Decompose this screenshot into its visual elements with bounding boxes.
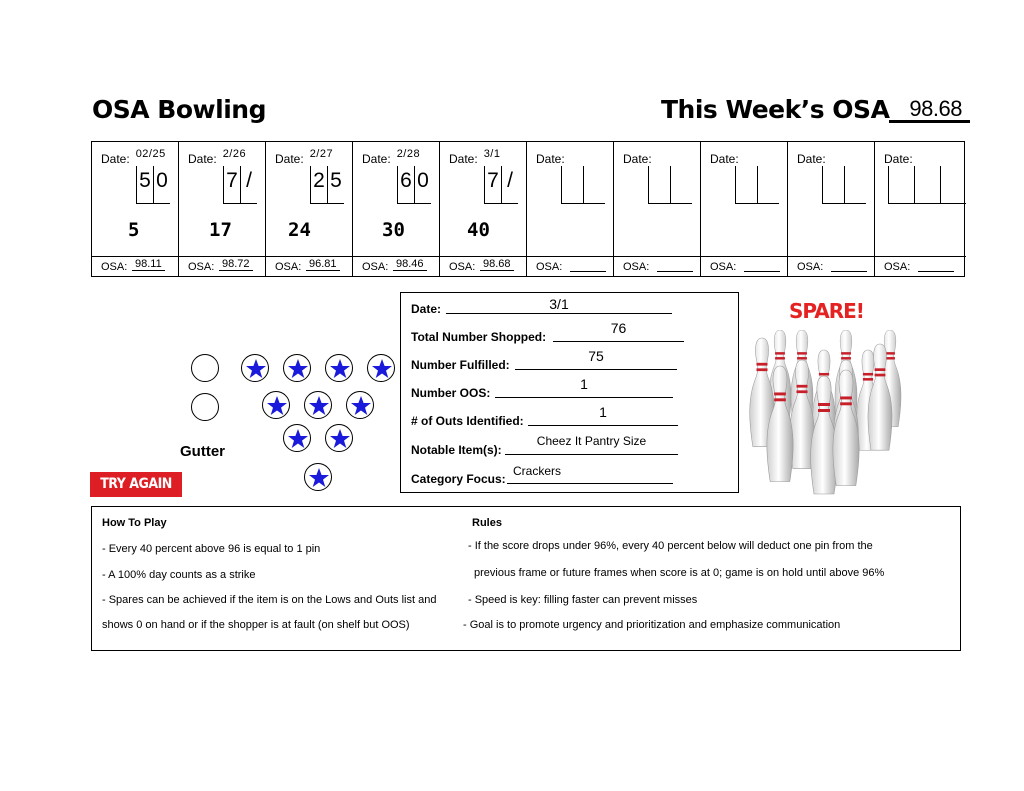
frame-osa-value: 96.81: [306, 259, 340, 271]
ball-score-box: [822, 166, 844, 204]
frame-date-label: Date:: [275, 152, 304, 166]
spare-label: SPARE!: [789, 299, 864, 323]
frame-osa-label: OSA:: [884, 261, 911, 273]
bowling-pins-image: [740, 330, 912, 496]
daily-info-box: [400, 292, 739, 493]
frame-date: [101, 148, 166, 166]
frame-date: [449, 148, 500, 166]
frame-osa-blank: [918, 271, 954, 272]
knocked-pin-star-icon: [283, 354, 311, 382]
frame-8: [701, 142, 788, 276]
gutter-label: Gutter: [180, 443, 225, 460]
knocked-pin-star-icon: [241, 354, 269, 382]
how-to-play-line: shows 0 on hand or if the shopper is at fault (on shelf but OOS): [102, 619, 410, 631]
frame-date: [536, 148, 571, 166]
frame-osa-label: OSA:: [188, 261, 215, 273]
frame-date: [797, 148, 832, 166]
frame-9: [788, 142, 875, 276]
info-shopped-value: 76: [610, 320, 627, 336]
frame-date-value: 02/25: [135, 148, 166, 160]
page-title: OSA Bowling: [92, 95, 266, 124]
bowling-pin: [811, 376, 838, 494]
week-osa: [661, 95, 970, 124]
frame-osa-value: 98.68: [480, 259, 514, 271]
ball-boxes: [310, 166, 344, 204]
frame-osa-label: OSA:: [623, 261, 650, 273]
frame-osa-label: OSA:: [275, 261, 302, 273]
frame-osa-label: OSA:: [536, 261, 563, 273]
frame-date-value: 2/28: [396, 148, 421, 160]
info-date-value: 3/1: [549, 296, 569, 312]
frame-date: [623, 148, 658, 166]
frame-date: [710, 148, 745, 166]
score-sheet: [91, 141, 965, 277]
frame-osa-blank: [657, 271, 693, 272]
frame-osa-label: OSA:: [101, 261, 128, 273]
knocked-pin-star-icon: [325, 424, 353, 452]
info-oos-line: [495, 397, 673, 398]
ball-score-box: [648, 166, 670, 204]
frame-date-label: Date:: [188, 152, 217, 166]
frame-osa: [701, 256, 787, 277]
frame-4: [353, 142, 440, 276]
how-to-play-title: How To Play: [102, 517, 167, 529]
ball-score-box: 7: [223, 166, 240, 204]
ball-score-box: 0: [414, 166, 431, 204]
ball-score-box: [914, 166, 940, 204]
rules-line: - Speed is key: filling faster can prevent misses: [468, 594, 698, 606]
frame-date-label: Date:: [884, 152, 913, 166]
frame-total: 5: [128, 219, 140, 241]
info-shopped-line: [553, 341, 684, 342]
frame-10: [875, 142, 966, 276]
frame-osa-label: OSA:: [710, 261, 737, 273]
frame-date: [275, 148, 333, 166]
ball-score-box: [940, 166, 966, 204]
frame-date-label: Date:: [710, 152, 739, 166]
frame-osa-value: 98.72: [219, 259, 253, 271]
frame-osa-label: OSA:: [797, 261, 824, 273]
info-notable-value: Cheez It Pantry Size: [536, 434, 647, 448]
rules-line: - If the score drops under 96%, every 40 percent below will deduct one pin from the: [468, 540, 873, 552]
info-outs-label: # of Outs Identified:: [411, 414, 524, 428]
frame-osa-blank: [831, 271, 867, 272]
ball-score-box: [757, 166, 779, 204]
frame-date-label: Date:: [536, 152, 565, 166]
frame-3: [266, 142, 353, 276]
ball-boxes: [397, 166, 431, 204]
how-to-play-line: - Spares can be achieved if the item is on the Lows and Outs list and: [102, 594, 437, 606]
frame-osa: [440, 256, 526, 277]
frame-osa: [179, 256, 265, 277]
frame-osa: [266, 256, 352, 277]
frame-date-label: Date:: [449, 152, 478, 166]
frame-date-value: 2/26: [222, 148, 247, 160]
ball-score-box: [583, 166, 605, 204]
knocked-pin-star-icon: [367, 354, 395, 382]
ball-score-box: [844, 166, 866, 204]
ball-score-box: /: [501, 166, 518, 204]
info-fulfilled-line: [515, 369, 677, 370]
info-category-value: Crackers: [512, 464, 561, 478]
ball-boxes: [136, 166, 170, 204]
frame-6: [527, 142, 614, 276]
ball-boxes: [822, 166, 866, 204]
how-to-play-line: - Every 40 percent above 96 is equal to 1 pin: [102, 543, 321, 555]
gutter-ball-circle: [191, 393, 219, 421]
info-notable-line: [505, 454, 678, 455]
frame-total: 40: [467, 219, 490, 241]
ball-score-box: 5: [136, 166, 153, 204]
rules-title: Rules: [472, 517, 502, 529]
frame-osa-blank: [744, 271, 780, 272]
week-osa-value: 98.68: [889, 98, 970, 123]
knocked-pin-star-icon: [304, 391, 332, 419]
frame-osa: [875, 256, 966, 277]
knocked-pin-star-icon: [262, 391, 290, 419]
ball-score-box: 6: [397, 166, 414, 204]
ball-boxes: [888, 166, 966, 204]
knocked-pin-star-icon: [304, 463, 332, 491]
knocked-pin-star-icon: [325, 354, 353, 382]
frame-osa-value: 98.46: [393, 259, 427, 271]
ball-boxes: [735, 166, 779, 204]
frame-date-value: 2/27: [309, 148, 334, 160]
info-shopped-label: Total Number Shopped:: [411, 330, 547, 344]
frame-osa: [92, 256, 178, 277]
frame-1: [92, 142, 179, 276]
frame-date-label: Date:: [362, 152, 391, 166]
info-date-line: [446, 313, 672, 314]
frame-osa: [614, 256, 700, 277]
frame-7: [614, 142, 701, 276]
frame-date-label: Date:: [623, 152, 652, 166]
frame-total: 24: [288, 219, 311, 241]
info-outs-value: 1: [599, 404, 607, 420]
frame-date: [362, 148, 420, 166]
frame-date-label: Date:: [101, 152, 130, 166]
info-notable-label: Notable Item(s):: [411, 443, 502, 457]
ball-boxes: [561, 166, 605, 204]
frame-osa-value: 98.11: [132, 259, 165, 271]
frame-total: 30: [382, 219, 405, 241]
frame-total: 17: [209, 219, 232, 241]
knocked-pin-star-icon: [283, 424, 311, 452]
ball-score-box: 5: [327, 166, 344, 204]
info-outs-line: [528, 425, 678, 426]
frame-osa: [788, 256, 874, 277]
frame-osa-label: OSA:: [449, 261, 476, 273]
info-category-line: [507, 483, 673, 484]
try-again-badge: TRY AGAIN: [90, 472, 182, 497]
info-fulfilled-label: Number Fulfilled:: [411, 358, 510, 372]
knocked-pin-star-icon: [346, 391, 374, 419]
frame-osa: [527, 256, 613, 277]
info-fulfilled-value: 75: [588, 348, 604, 364]
how-to-play-line: - A 100% day counts as a strike: [102, 569, 256, 581]
ball-boxes: [223, 166, 257, 204]
gutter-ball-circle: [191, 354, 219, 382]
frame-date: [884, 148, 919, 166]
info-oos-value: 1: [580, 376, 588, 392]
ball-score-box: /: [240, 166, 257, 204]
frame-osa-label: OSA:: [362, 261, 389, 273]
frame-osa-blank: [570, 271, 606, 272]
ball-score-box: 7: [484, 166, 501, 204]
instructions-box: [91, 506, 961, 651]
rules-line: - Goal is to promote urgency and prioritization and emphasize communication: [463, 619, 841, 631]
ball-score-box: [735, 166, 757, 204]
ball-score-box: [561, 166, 583, 204]
frame-5: [440, 142, 527, 276]
frame-osa: [353, 256, 439, 277]
ball-score-box: [888, 166, 914, 204]
ball-boxes: [648, 166, 692, 204]
frame-date: [188, 148, 246, 166]
info-category-label: Category Focus:: [411, 472, 506, 486]
ball-score-box: [670, 166, 692, 204]
info-date-label: Date:: [411, 302, 442, 316]
info-oos-label: Number OOS:: [411, 386, 491, 400]
frame-2: [179, 142, 266, 276]
ball-score-box: 0: [153, 166, 170, 204]
frame-date-label: Date:: [797, 152, 826, 166]
frame-date-value: 3/1: [483, 148, 501, 160]
week-osa-label: This Week’s OSA: [661, 95, 890, 124]
rules-line: previous frame or future frames when score is at 0; game is on hold until above 96%: [474, 567, 885, 579]
ball-boxes: [484, 166, 518, 204]
ball-score-box: 2: [310, 166, 327, 204]
